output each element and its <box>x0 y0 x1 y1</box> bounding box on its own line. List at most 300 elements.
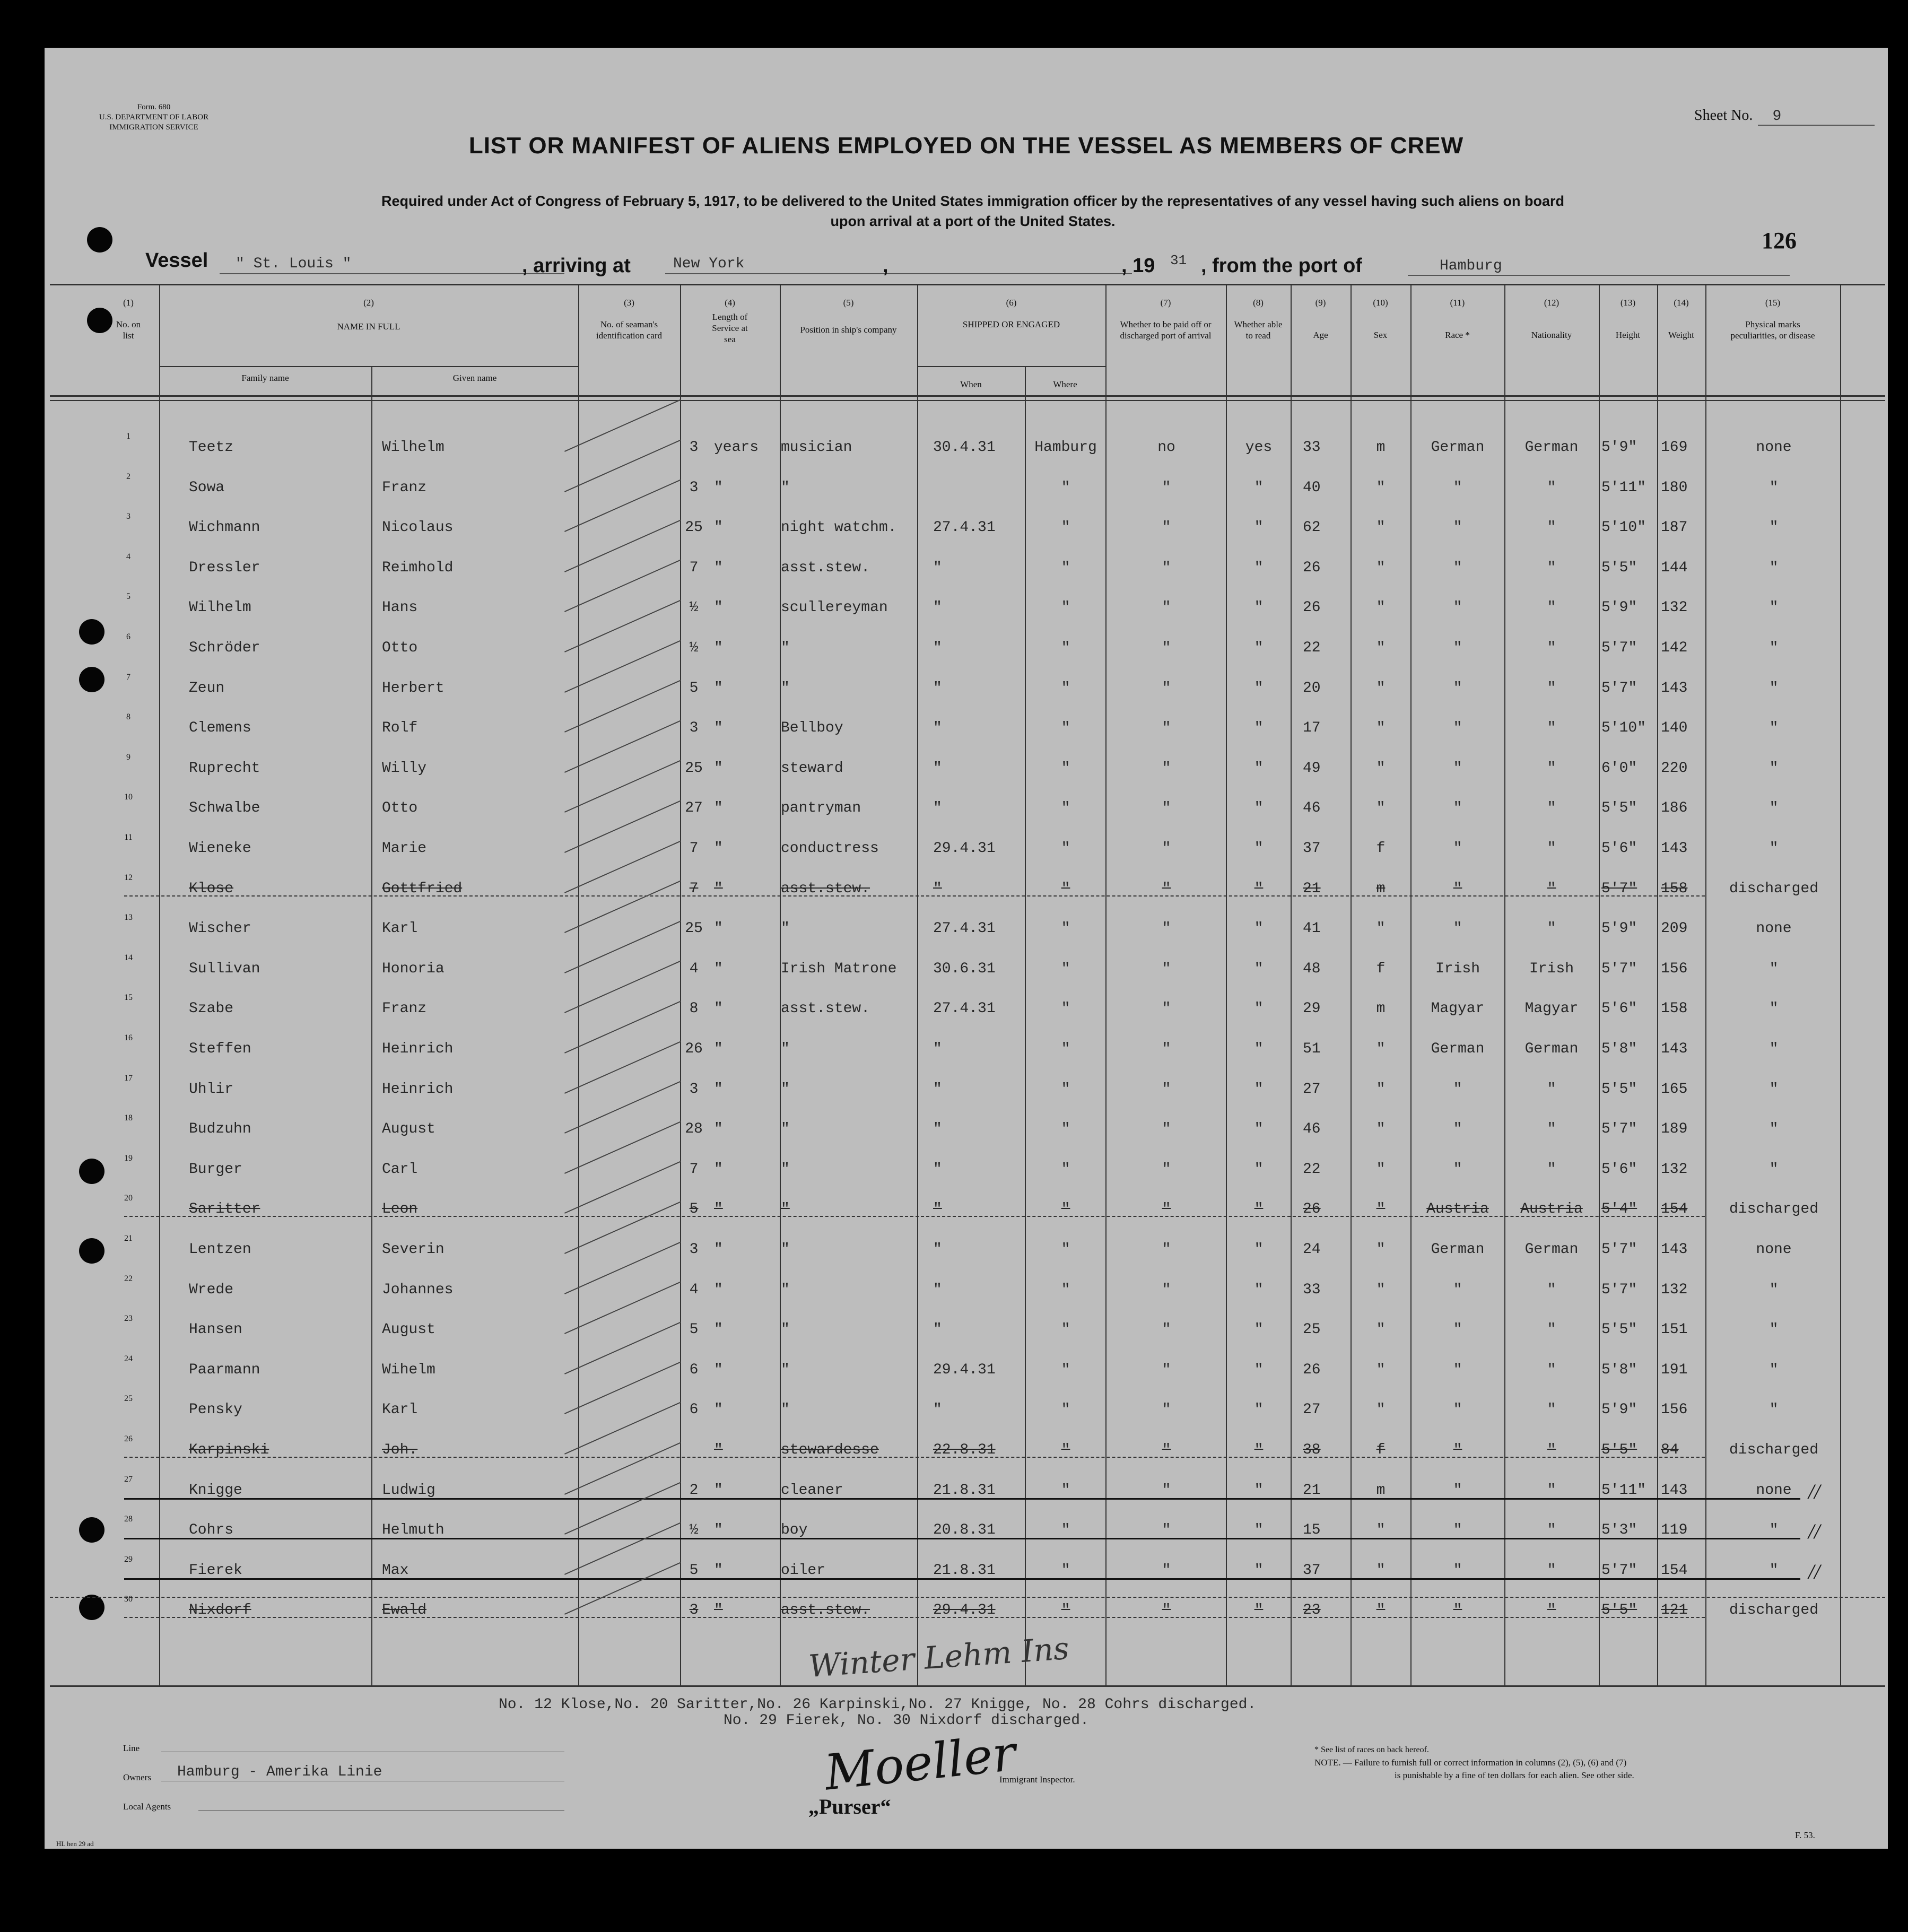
cell-when: 27.4.31 <box>933 519 996 536</box>
cell-sex: " <box>1376 519 1386 536</box>
cell-position: pantryman <box>781 800 861 817</box>
cell-read: " <box>1254 680 1264 697</box>
cell-race: " <box>1453 920 1462 937</box>
col-2a-header: Family name <box>241 373 289 383</box>
check-mark <box>564 800 681 852</box>
cell-read: " <box>1254 1161 1264 1178</box>
cell-sex: " <box>1376 1201 1386 1218</box>
cell-weight: 142 <box>1661 640 1688 656</box>
cell-sex: m <box>1376 439 1386 456</box>
cell-sex: m <box>1376 1482 1386 1499</box>
col-1-header: (1) No. on list <box>116 298 141 341</box>
tick-mark: // <box>1808 1519 1820 1544</box>
cell-given: Karl <box>382 1402 418 1418</box>
cell-sex: " <box>1376 920 1386 937</box>
check-mark <box>564 1000 681 1053</box>
cell-unit: " <box>714 1562 723 1579</box>
cell-read: yes <box>1245 439 1273 456</box>
cell-age: 27 <box>1303 1402 1321 1418</box>
cell-unit: " <box>714 1201 723 1218</box>
cell-position: asst.stew. <box>781 559 870 576</box>
subtitle-line-2: upon arrival at a port of the United States. <box>830 213 1116 229</box>
cell-position: " <box>781 1241 790 1258</box>
service: IMMIGRATION SERVICE <box>109 123 198 132</box>
cell-family: Pensky <box>189 1402 242 1418</box>
row-number: 5 <box>126 592 130 602</box>
cell-unit: " <box>714 1121 723 1138</box>
cell-age: 37 <box>1303 840 1321 857</box>
cell-height: 5'7" <box>1601 880 1637 897</box>
cell-height: 5'7" <box>1601 640 1637 656</box>
check-mark <box>564 881 681 933</box>
cell-read: " <box>1254 800 1264 817</box>
cell-weight: 132 <box>1661 1161 1688 1178</box>
cell-where: " <box>1061 1482 1070 1499</box>
cell-race: " <box>1453 1081 1462 1098</box>
cell-position: " <box>781 1161 790 1178</box>
cell-age: 22 <box>1303 1161 1321 1178</box>
cell-family: Teetz <box>189 439 234 456</box>
cell-paid: " <box>1162 640 1171 656</box>
cell-nationality: " <box>1547 680 1556 697</box>
cell-age: 26 <box>1303 599 1321 616</box>
cell-where: " <box>1061 519 1070 536</box>
cell-family: Sowa <box>189 479 225 496</box>
cell-race: " <box>1453 479 1462 496</box>
check-mark <box>564 961 681 1013</box>
check-mark <box>564 1442 681 1494</box>
sheet-label: Sheet No. <box>1694 107 1753 124</box>
cell-sex: " <box>1376 1361 1386 1378</box>
cell-sex: " <box>1376 1121 1386 1138</box>
cell-read: " <box>1254 599 1264 616</box>
cell-unit: " <box>714 1081 723 1098</box>
row-number: 6 <box>126 632 130 641</box>
cell-when: " <box>933 1281 942 1298</box>
cell-weight: 144 <box>1661 559 1688 576</box>
cell-sex: " <box>1376 760 1386 777</box>
check-mark <box>564 399 681 451</box>
cell-marks: " <box>1769 1402 1779 1418</box>
cell-marks: " <box>1769 680 1779 697</box>
cell-age: 27 <box>1303 1081 1321 1098</box>
cell-paid: " <box>1162 1121 1171 1138</box>
cell-when: 29.4.31 <box>933 1602 996 1619</box>
cell-family: Burger <box>189 1161 242 1178</box>
check-mark <box>564 1121 681 1173</box>
cell-family: Schröder <box>189 640 260 656</box>
cell-given: Rolf <box>382 720 418 737</box>
vessel-name: " St. Louis " <box>236 256 352 272</box>
cell-service: 25 <box>685 760 703 777</box>
cell-given: Heinrich <box>382 1041 454 1057</box>
cell-given: Ewald <box>382 1602 427 1619</box>
cell-paid: " <box>1162 1161 1171 1178</box>
cell-paid: " <box>1162 920 1171 937</box>
cell-when: " <box>933 760 942 777</box>
cell-where: " <box>1061 1201 1070 1218</box>
cell-height: 5'8" <box>1601 1041 1637 1057</box>
cell-where: " <box>1061 1241 1070 1258</box>
cell-position: cleaner <box>781 1482 843 1499</box>
cell-weight: 154 <box>1661 1562 1688 1579</box>
cell-weight: 140 <box>1661 720 1688 737</box>
cell-age: 40 <box>1303 479 1321 496</box>
cell-sex: f <box>1376 960 1386 977</box>
row-number: 11 <box>124 833 133 842</box>
cell-family: Uhlir <box>189 1081 234 1098</box>
cell-sex: " <box>1376 1081 1386 1098</box>
cell-height: 5'10" <box>1601 519 1646 536</box>
cell-unit: " <box>714 1241 723 1258</box>
cell-weight: 156 <box>1661 960 1688 977</box>
strike-line <box>124 1617 1705 1618</box>
cell-service: ½ <box>689 1522 699 1539</box>
cell-marks: none <box>1756 439 1792 456</box>
row-number: 27 <box>124 1474 133 1484</box>
cell-service: 27 <box>685 800 703 817</box>
cell-height: 5'5" <box>1601 800 1637 817</box>
check-mark <box>564 720 681 772</box>
cell-nationality: " <box>1547 920 1556 937</box>
cell-weight: 143 <box>1661 1482 1688 1499</box>
cell-sex: m <box>1376 880 1386 897</box>
cell-sex: m <box>1376 1000 1386 1017</box>
cell-given: Otto <box>382 640 418 656</box>
cell-marks: " <box>1769 519 1779 536</box>
cell-service: 7 <box>689 1161 699 1178</box>
cell-unit: " <box>714 1000 723 1017</box>
cell-race: Irish <box>1435 960 1480 977</box>
cell-read: " <box>1254 840 1264 857</box>
cell-service: 26 <box>685 1041 703 1057</box>
check-mark <box>564 1041 681 1093</box>
row-number: 10 <box>124 793 133 802</box>
row-number: 13 <box>124 913 133 923</box>
cell-sex: " <box>1376 1281 1386 1298</box>
cell-marks: " <box>1769 1121 1779 1138</box>
cell-given: Johannes <box>382 1281 454 1298</box>
cell-sex: " <box>1376 1161 1386 1178</box>
cell-when: 30.6.31 <box>933 960 996 977</box>
cell-position: stewardesse <box>781 1442 879 1458</box>
cell-position: scullereyman <box>781 599 888 616</box>
cell-marks: " <box>1769 720 1779 737</box>
row-number: 30 <box>124 1595 133 1604</box>
row-number: 7 <box>126 672 130 682</box>
cell-nationality: " <box>1547 1402 1556 1418</box>
cell-read: " <box>1254 880 1264 897</box>
cell-service: 3 <box>689 1241 699 1258</box>
cell-position: " <box>781 1121 790 1138</box>
discharge-note-1: No. 12 Klose,No. 20 Saritter,No. 26 Karpinski,No. 27 Knigge, No. 28 Cohrs discharged. <box>499 1696 1257 1713</box>
cell-family: Nixdorf <box>189 1602 251 1619</box>
cell-paid: " <box>1162 1522 1171 1539</box>
cell-unit: " <box>714 800 723 817</box>
arriving-label: , arriving at <box>522 255 631 277</box>
cell-when: " <box>933 1321 942 1338</box>
cell-read: " <box>1254 1562 1264 1579</box>
cell-sex: " <box>1376 1041 1386 1057</box>
cell-service: 3 <box>689 1602 699 1619</box>
cell-marks: " <box>1769 479 1779 496</box>
cell-position: steward <box>781 760 843 777</box>
row-number: 24 <box>124 1354 133 1363</box>
cell-race: " <box>1453 559 1462 576</box>
cell-read: " <box>1254 720 1264 737</box>
cell-unit: " <box>714 559 723 576</box>
cell-read: " <box>1254 1081 1264 1098</box>
cell-nationality: " <box>1547 880 1556 897</box>
cell-service: 6 <box>689 1402 699 1418</box>
cell-nationality: Austria <box>1520 1201 1583 1218</box>
cell-age: 24 <box>1303 1241 1321 1258</box>
cell-when: 27.4.31 <box>933 1000 996 1017</box>
cell-sex: " <box>1376 479 1386 496</box>
cell-given: Joh. <box>382 1442 418 1458</box>
cell-height: 5'10" <box>1601 720 1646 737</box>
cell-race: " <box>1453 1522 1462 1539</box>
col-13-header: (13) Height <box>1615 298 1641 340</box>
cell-when: " <box>933 880 942 897</box>
line-label: Line <box>123 1743 140 1753</box>
races-note: * See list of races on back hereof. <box>1314 1745 1429 1754</box>
cell-weight: 119 <box>1661 1522 1688 1539</box>
cell-paid: " <box>1162 1442 1171 1458</box>
cell-family: Wieneke <box>189 840 251 857</box>
cell-height: 5'9" <box>1601 439 1637 456</box>
cell-race: Magyar <box>1431 1000 1485 1017</box>
cell-position: " <box>781 1321 790 1338</box>
cell-read: " <box>1254 1201 1264 1218</box>
cell-weight: 132 <box>1661 599 1688 616</box>
cell-given: Wihelm <box>382 1361 435 1378</box>
cell-position: " <box>781 1201 790 1218</box>
cell-unit: " <box>714 1402 723 1418</box>
cell-race: " <box>1453 1121 1462 1138</box>
cell-marks: none <box>1756 1482 1792 1499</box>
cell-given: Max <box>382 1562 409 1579</box>
cell-unit: " <box>714 1161 723 1178</box>
cell-age: 25 <box>1303 1321 1321 1338</box>
cell-paid: " <box>1162 1321 1171 1338</box>
cell-read: " <box>1254 920 1264 937</box>
row-number: 22 <box>124 1274 133 1283</box>
cell-position: " <box>781 1041 790 1057</box>
cell-position: Irish Matrone <box>781 960 897 977</box>
cell-given: Willy <box>382 760 427 777</box>
cell-paid: " <box>1162 1361 1171 1378</box>
cell-where: " <box>1061 1041 1070 1057</box>
cell-family: Zeun <box>189 680 225 697</box>
inspector-signature: Winter Lehm Ins <box>807 1630 1070 1685</box>
cell-race: " <box>1453 1281 1462 1298</box>
cell-marks: " <box>1769 1562 1779 1579</box>
cell-nationality: " <box>1547 1562 1556 1579</box>
row-number: 18 <box>124 1113 133 1123</box>
cell-service: 3 <box>689 479 699 496</box>
cell-paid: " <box>1162 1241 1171 1258</box>
cell-service: ½ <box>689 599 699 616</box>
cell-where: " <box>1061 1522 1070 1539</box>
cell-race: " <box>1453 519 1462 536</box>
cell-paid: " <box>1162 1602 1171 1619</box>
cell-unit: " <box>714 760 723 777</box>
cell-race: Austria <box>1426 1201 1489 1218</box>
cell-age: 15 <box>1303 1522 1321 1539</box>
tick-mark: // <box>1808 1559 1820 1583</box>
cell-height: 5'3" <box>1601 1522 1637 1539</box>
cell-height: 5'5" <box>1601 1442 1637 1458</box>
col-2b-header: Given name <box>452 373 497 383</box>
cell-position: " <box>781 1081 790 1098</box>
cell-family: Saritter <box>189 1201 260 1218</box>
cell-race: German <box>1431 1241 1485 1258</box>
cell-marks: " <box>1769 760 1779 777</box>
cell-service: 7 <box>689 559 699 576</box>
cell-height: 5'6" <box>1601 840 1637 857</box>
cell-service: 4 <box>689 1281 699 1298</box>
row-number: 17 <box>124 1073 133 1083</box>
cell-height: 5'8" <box>1601 1361 1637 1378</box>
cell-nationality: " <box>1547 1321 1556 1338</box>
cell-when: " <box>933 1241 942 1258</box>
cell-read: " <box>1254 1000 1264 1017</box>
cell-height: 5'7" <box>1601 680 1637 697</box>
cell-race: " <box>1453 760 1462 777</box>
cell-unit: " <box>714 920 723 937</box>
cell-family: Wrede <box>189 1281 234 1298</box>
row-number: 8 <box>126 712 130 722</box>
check-mark <box>564 439 681 492</box>
cell-read: " <box>1254 1402 1264 1418</box>
form-code: F. 53. <box>1795 1830 1815 1840</box>
cell-where: " <box>1061 599 1070 616</box>
cell-family: Knigge <box>189 1482 242 1499</box>
manifest-sheet <box>45 48 1888 1849</box>
cell-paid: " <box>1162 599 1171 616</box>
cell-position: boy <box>781 1522 808 1539</box>
strike-line <box>124 1457 1705 1458</box>
cell-nationality: " <box>1547 1522 1556 1539</box>
cell-sex: " <box>1376 680 1386 697</box>
cell-read: " <box>1254 760 1264 777</box>
cell-where: " <box>1061 559 1070 576</box>
check-mark <box>564 1241 681 1294</box>
col-6-header: (6) SHIPPED OR ENGAGED <box>962 298 1060 329</box>
cell-position: asst.stew. <box>781 880 870 897</box>
sheet-value: 9 <box>1772 108 1782 125</box>
cell-nationality: " <box>1547 1361 1556 1378</box>
cell-marks: discharged <box>1729 880 1819 897</box>
cell-read: " <box>1254 519 1264 536</box>
from-port: Hamburg <box>1440 258 1502 274</box>
cell-nationality: " <box>1547 519 1556 536</box>
row-number: 14 <box>124 953 133 962</box>
cell-nationality: " <box>1547 1161 1556 1178</box>
cell-marks: " <box>1769 800 1779 817</box>
cell-read: " <box>1254 1361 1264 1378</box>
cell-age: 26 <box>1303 1201 1321 1218</box>
check-mark <box>564 1482 681 1535</box>
cell-unit: " <box>714 1602 723 1619</box>
cell-service: 3 <box>689 439 699 456</box>
cell-family: Paarmann <box>189 1361 260 1378</box>
cell-paid: " <box>1162 1000 1171 1017</box>
cell-nationality: " <box>1547 559 1556 576</box>
cell-given: August <box>382 1121 435 1138</box>
cell-given: Karl <box>382 920 418 937</box>
cell-unit: " <box>714 640 723 656</box>
check-mark <box>564 680 681 733</box>
cell-weight: 180 <box>1661 479 1688 496</box>
cell-when: " <box>933 680 942 697</box>
cell-marks: none <box>1756 1241 1792 1258</box>
cell-height: 5'7" <box>1601 1121 1637 1138</box>
cell-where: " <box>1061 760 1070 777</box>
cell-paid: " <box>1162 1562 1171 1579</box>
row-number: 3 <box>126 512 130 521</box>
cell-weight: 143 <box>1661 1241 1688 1258</box>
cell-family: Lentzen <box>189 1241 251 1258</box>
cell-when: 29.4.31 <box>933 1361 996 1378</box>
cell-read: " <box>1254 1321 1264 1338</box>
cell-family: Wischer <box>189 920 251 937</box>
cell-where: " <box>1061 1161 1070 1178</box>
cell-family: Fierek <box>189 1562 242 1579</box>
inspector-label: Immigrant Inspector. <box>999 1774 1075 1785</box>
cell-nationality: German <box>1524 439 1579 456</box>
cell-weight: 220 <box>1661 760 1688 777</box>
cell-service: 5 <box>689 1201 699 1218</box>
page-title: LIST OR MANIFEST OF ALIENS EMPLOYED ON THE VESSEL AS MEMBERS OF CREW <box>468 133 1464 159</box>
cell-when: 27.4.31 <box>933 920 996 937</box>
cell-when: 21.8.31 <box>933 1482 996 1499</box>
vessel-label: Vessel <box>145 249 208 272</box>
cell-height: 5'9" <box>1601 599 1637 616</box>
cell-unit: " <box>714 1361 723 1378</box>
cell-when: " <box>933 599 942 616</box>
row-number: 1 <box>126 432 130 441</box>
cell-age: 51 <box>1303 1041 1321 1057</box>
cell-paid: " <box>1162 1201 1171 1218</box>
cell-unit: " <box>714 519 723 536</box>
cell-age: 20 <box>1303 680 1321 697</box>
fine-note-2: is punishable by a fine of ten dollars for each alien. See other side. <box>1395 1770 1634 1780</box>
cell-where: Hamburg <box>1034 439 1097 456</box>
cell-position: " <box>781 640 790 656</box>
cell-nationality: " <box>1547 760 1556 777</box>
cell-weight: 143 <box>1661 840 1688 857</box>
check-mark <box>564 1362 681 1414</box>
col-4-header: (4) Length of Service at sea <box>712 298 748 344</box>
cell-marks: " <box>1769 1041 1779 1057</box>
cell-read: " <box>1254 1442 1264 1458</box>
cell-paid: " <box>1162 960 1171 977</box>
cell-nationality: German <box>1524 1241 1579 1258</box>
cell-height: 5'7" <box>1601 960 1637 977</box>
cell-sex: " <box>1376 1562 1386 1579</box>
cell-marks: " <box>1769 599 1779 616</box>
cell-given: August <box>382 1321 435 1338</box>
cell-age: 49 <box>1303 760 1321 777</box>
cell-nationality: " <box>1547 1442 1556 1458</box>
cell-unit: " <box>714 840 723 857</box>
cell-height: 5'5" <box>1601 1602 1637 1619</box>
cell-nationality: " <box>1547 1602 1556 1619</box>
cell-race: " <box>1453 1321 1462 1338</box>
cell-given: Hans <box>382 599 418 616</box>
